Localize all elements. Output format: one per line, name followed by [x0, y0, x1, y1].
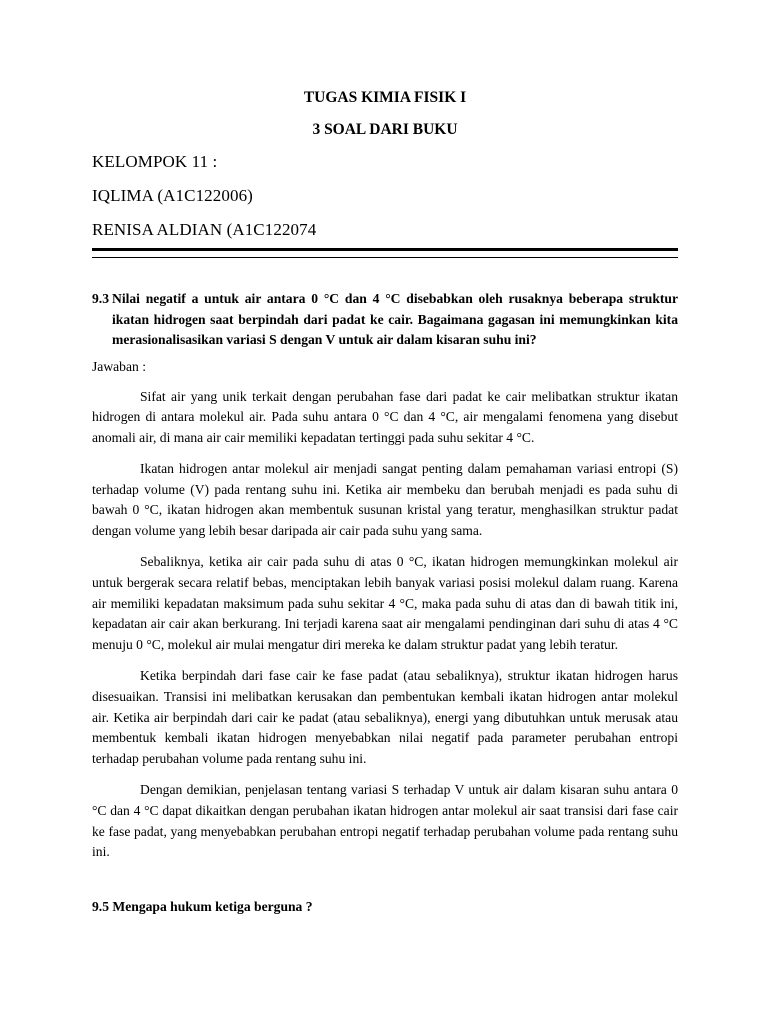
group-label: KELOMPOK 11 : — [92, 152, 218, 171]
document-subtitle: 3 SOAL DARI BUKU — [312, 121, 458, 138]
question-text: Nilai negatif a untuk air antara 0 °C dan 4 °C disebabkan oleh rusaknya beberapa struktur ikatan hidrogen saat berpindah dari padat ke cair. Bagaimana gagasan ini memungkinkan kita merasionalisasikan variasi S dengan V untuk air dalam kisaran suhu ini? — [112, 291, 678, 347]
answer-label: Jawaban : — [92, 358, 146, 374]
member-name: RENISA ALDIAN (A1C122074 — [92, 220, 317, 239]
member-name: IQLIMA (A1C122006) — [92, 186, 253, 205]
answer-paragraph: Sifat air yang unik terkait dengan perubahan fase dari padat ke cair melibatkan struktur ikatan hidrogen di antara molekul air. Pada suhu antara 0 °C dan 4 °C, air mengalami fenomena yang disebut anomali air, di mana air cair memiliki kepadatan tertinggi pada suhu sekitar 4 °C. — [92, 388, 678, 446]
document-page — [92, 88, 678, 917]
question-block — [92, 289, 678, 351]
answer-paragraph: Ketika berpindah dari fase cair ke fase padat (atau sebaliknya), struktur ikatan hidrogen harus disesuaikan. Transisi ini melibatkan kerusakan dan pembentukan kembali ikatan hidrogen antar molekul air. Ketika air berpindah dari cair ke padat (atau sebaliknya), energi yang dibutuhkan untuk merusak atau membentuk kembali ikatan hidrogen menyebabkan nilai negatif pada parameter perubahan entropi terhadap perubahan volume pada rentang suhu ini. — [92, 668, 678, 767]
question-number: 9.3 — [92, 291, 109, 306]
question-heading: 9.5 Mengapa hukum ketiga berguna ? — [92, 899, 313, 915]
answer-paragraph: Ikatan hidrogen antar molekul air menjadi sangat penting dalam pemahaman variasi entropi (S) terhadap volume (V) pada rentang suhu ini. Ketika air membeku dan berubah menjadi es pada suhu di bawah 0 °C, ikatan hidrogen akan membentuk susunan kristal yang teratur, menghasilkan struktur padat dengan volume yang lebih besar daripada air cair pada suhu yang sama. — [92, 460, 678, 539]
answer-paragraph: Sebaliknya, ketika air cair pada suhu di atas 0 °C, ikatan hidrogen memungkinkan molekul air untuk bergerak secara relatif bebas, menciptakan lebih banyak variasi posisi molekul dalam ruang. Karena air memiliki kepadatan maksimum pada suhu sekitar 4 °C, maka pada suhu di atas dan di bawah titik ini, kepadatan air cair akan berkurang. Ini terjadi karena saat air mengalami pendinginan dari suhu di atas 4 °C menuju 0 °C, molekul air mulai mengatur diri mereka ke dalam struktur padat yang lebih teratur. — [92, 554, 678, 653]
header-divider — [92, 248, 678, 258]
answer-paragraph: Dengan demikian, penjelasan tentang variasi S terhadap V untuk air dalam kisaran suhu antara 0 °C dan 4 °C dapat dikaitkan dengan perubahan ikatan hidrogen antar molekul air saat transisi dari fase cair ke fase padat, yang menyebabkan perubahan entropi negatif terhadap perubahan volume pada rentang suhu ini. — [92, 782, 678, 860]
document-title: TUGAS KIMIA FISIK I — [303, 89, 467, 106]
